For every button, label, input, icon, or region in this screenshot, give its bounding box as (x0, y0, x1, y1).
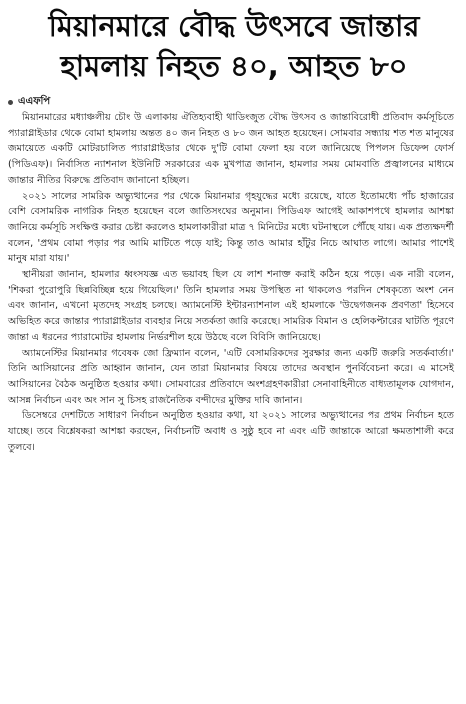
headline-line-2: হামলায় নিহত ৪০, আহত ৮০ (60, 49, 408, 83)
byline-agency: এএফপি (18, 95, 51, 107)
byline-bullet-icon (8, 100, 13, 105)
paragraph-4: অ্যামনেস্টির মিয়ানমার গবেষক জো ফ্রিম্যান বলেন, 'এটি বেসামরিকদের সুরক্ষার জন্য একটি জরুরি সতর্কবার্তা।' তিনি আসিয়ানের প্রতি আহ্বান জানান, যেন তারা মিয়ানমার বিষয়ে তাদের অবস্থান পুনর্বিবেচনা করে। এ মাসেই আসিয়ানের বৈঠক অনুষ্ঠিত হওয়ার কথা। সোমবারের প্রতিবাদে অংশগ্রহণকারীরা সেনাবাহিনীতে বাধ্যতামূলক যোগদান, আসন্ন নির্বাচন এবং অং সান সু চিসহ রাজনৈতিক বন্দীদের মুক্তির দাবি জানান। (8, 347, 454, 406)
article-headline (8, 6, 460, 86)
paragraph-1: মিয়ানমারের মধ্যাঞ্চলীয় চৌং উ এলাকায় ঐতিহ্যবাহী থাডিংজুত বৌদ্ধ উৎসব ও জান্তাবিরোধী প্রতিবাদ কর্মসূচিতে প্যারাগ্লাইডার থেকে বোমা হামলায় অন্তত ৪০ জন নিহত ও ৮০ জন আহত হয়েছেন। সোমবার সন্ধ্যায় শত শত মানুষের জমায়েতে একটি মোটরচালিত প্যারাগ্লাইডার থেকে দু'টি বোমা ফেলা হয় বলে জানিয়েছে পিপলস ডিফেন্স ফোর্স (পিডিএফ)। নির্বাসিত ন্যাশনাল ইউনিটি সরকারের এক মুখপাত্র জানান, হামলার সময় মোমবাতি প্রজ্বালনের মাধ্যমে জান্তার নীতির বিরুদ্ধে প্রতিবাদ জানানো হচ্ছিল। (8, 112, 454, 186)
paragraph-5: ডিসেম্বরে দেশটিতে সাধারণ নির্বাচন অনুষ্ঠিত হওয়ার কথা, যা ২০২১ সালের অভ্যুত্থানের পর প্রথম নির্বাচন হতে যাচ্ছে। তবে বিশ্লেষকরা আশঙ্কা করছেন, নির্বাচনটি অবাধ ও সুষ্ঠু হবে না এবং এটি জান্তাকে আরো ক্ষমতাশালী করে তুলবে। (8, 410, 454, 453)
paragraph-2: ২০২১ সালের সামরিক অভ্যুত্থানের পর থেকে মিয়ানমার গৃহযুদ্ধের মধ্যে রয়েছে, যাতে ইতোমধ্যে পাঁচ হাজারের বেশি বেসামরিক নাগরিক নিহত হয়েছেন বলে জাতিসংঘের অনুমান। পিডিএফ আগেই আকাশপথে হামলার আশঙ্কা জানিয়ে কর্মসূচি সংক্ষিপ্ত করার চেষ্টা করলেও হামলাকারীরা মাত্র ৭ মিনিটের মধ্যে ঘটনাস্থলে পৌঁছে যায়। এক প্রত্যক্ষদর্শী বলেন, 'প্রথম বোমা পড়ার পর আমি মাটিতে পড়ে যাই; কিন্তু তাও আমার হাঁটুর নিচে আঘাত লাগে। আমার পাশেই মানুষ মারা যায়।' (8, 190, 454, 265)
byline (8, 95, 50, 109)
headline-line-1: মিয়ানমারে বৌদ্ধ উৎসবে জান্তার (48, 9, 420, 43)
paragraph-3: স্থানীয়রা জানান, হামলার ধ্বংসযজ্ঞ এত ভয়াবহ ছিল যে লাশ শনাক্ত করাই কঠিন হয়ে পড়ে। এক নারী বলেন, 'শিকরা পুরোপুরি ছিন্নবিচ্ছিন্ন হয়ে গিয়েছিল।' তিনি হামলার সময় উপস্থিত না থাকলেও পরদিন শেষকৃত্যে অংশ নেন এবং জানান, এখনো মৃতদেহ সংগ্রহ চলছে। অ্যামনেস্টি ইন্টারন্যাশনাল এই হামলাকে 'উদ্বেগজনক প্রবণতা' হিসেবে অভিহিত করে জান্তার প্যারাগ্লাইডার ব্যবহার নিয়ে সতর্কতা জারি করেছে। সামরিক বিমান ও হেলিকপ্টারের ঘাটতি পূরণে জান্তা এ ধরনের প্যারামোটর হামলায় নির্ভরশীল হয়ে উঠছে বলে বিবিসি জানিয়েছে। (8, 269, 454, 343)
article-body (8, 110, 454, 455)
